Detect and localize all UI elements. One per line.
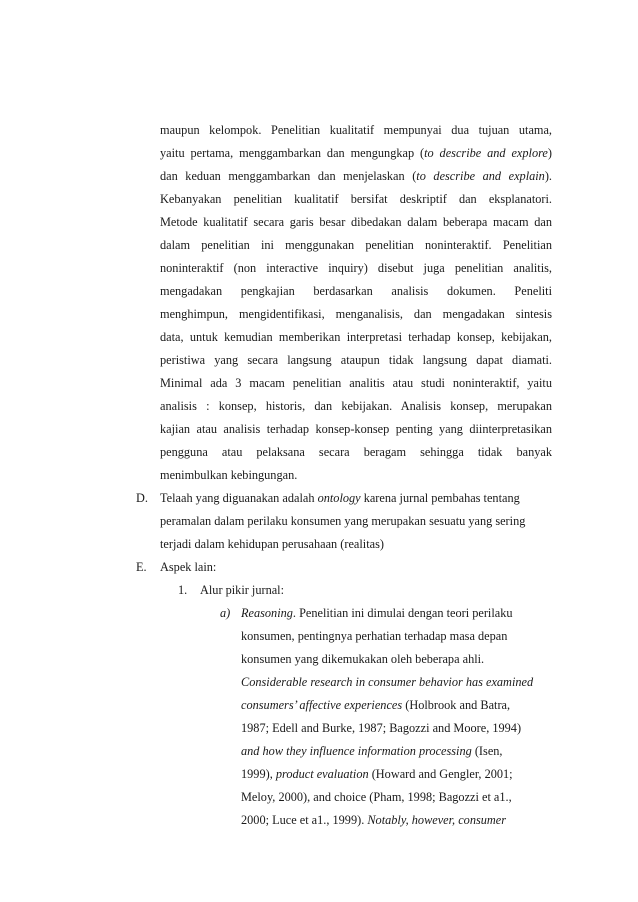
quote-line: 1987; Edell and Burke, 1987; Bagozzi and Moore, 1994) bbox=[241, 721, 522, 735]
item-1-label: Alur pikir jurnal: bbox=[200, 583, 285, 597]
italic-term: Reasoning bbox=[241, 606, 293, 620]
item-1-marker: 1. bbox=[178, 583, 188, 597]
quote-line: Meloy, 2000), and choice (Pham, 1998; Bagozzi et a1., bbox=[241, 790, 512, 804]
section-d-line: peramalan dalam perilaku konsumen yang merupakan sesuatu yang sering bbox=[160, 514, 526, 528]
paragraph-line: maupun kelompok. Penelitian kualitatif mempunyai dua tujuan utama, bbox=[160, 123, 552, 137]
quote-line: Considerable research in consumer behavior has examined bbox=[241, 675, 534, 689]
paragraph-line: noninteraktif (non interactive inquiry) disebut juga penelitian analitis, bbox=[160, 261, 552, 275]
paragraph-line: mengadakan pengkajian berdasarkan analisis dokumen. Peneliti bbox=[160, 284, 552, 298]
paragraph-line: data, untuk kemudian memberikan interpretasi terhadap konsep, kebijakan, bbox=[160, 330, 552, 344]
paragraph-line: menimbulkan kebingungan. bbox=[160, 468, 298, 482]
paragraph-line: menghimpun, mengidentifikasi, menganalisis, dan mengadakan sintesis bbox=[160, 307, 552, 321]
paragraph-line: dalam penelitian ini menggunakan penelitian noninteraktif. Penelitian bbox=[160, 238, 552, 252]
italic-term: ontology bbox=[317, 491, 361, 505]
paragraph-line: pengguna atau pelaksana secara beragam sehingga tidak banyak bbox=[160, 445, 552, 459]
quote-line: 1999), product evaluation (Howard and Gengler, 2001; bbox=[241, 767, 513, 781]
sub-a-marker: a) bbox=[220, 606, 231, 620]
sub-a-line: konsumen yang dikemukakan oleh beberapa ahli. bbox=[241, 652, 485, 666]
paragraph-line: analisis : konsep, historis, dan kebijakan. Analisis konsep, merupakan bbox=[160, 399, 552, 413]
paragraph-line: yaitu pertama, menggambarkan dan mengungkap (to describe and explore) bbox=[160, 146, 552, 160]
paragraph-line: Kebanyakan penelitian kualitatif bersifat deskriptif dan eksplanatori. bbox=[160, 192, 552, 206]
sub-a-line: konsumen, pentingnya perhatian terhadap masa depan bbox=[241, 629, 508, 643]
paragraph-line: Minimal ada 3 macam penelitian analitis atau studi noninteraktif, yaitu bbox=[160, 376, 552, 390]
paragraph-line: dan keduan menggambarkan dan menjelaskan (to describe and explain). bbox=[160, 169, 552, 183]
section-e-heading: Aspek lain: bbox=[160, 560, 217, 574]
sub-a-line: Reasoning. Penelitian ini dimulai dengan teori perilaku bbox=[241, 606, 513, 620]
italic-phrase: to describe and explore bbox=[424, 146, 548, 160]
quote-line: consumers’ affective experiences (Holbrook and Batra, bbox=[241, 698, 511, 712]
section-d-line: terjadi dalam kehidupan perusahaan (realitas) bbox=[160, 537, 384, 551]
paragraph-line: peristiwa yang secara langsung ataupun tidak langsung dapat diamati. bbox=[160, 353, 552, 367]
section-d-marker: D. bbox=[136, 491, 148, 505]
italic-phrase: to describe and explain bbox=[416, 169, 545, 183]
quote-line: 2000; Luce et a1., 1999). Notably, however, consumer bbox=[241, 813, 507, 827]
section-e-marker: E. bbox=[136, 560, 147, 574]
paragraph-line: kajian atau analisis terhadap konsep-konsep penting yang diinterpretasikan bbox=[160, 422, 552, 436]
section-d-line: Telaah yang diguanakan adalah ontology karena jurnal pembahas tentang bbox=[160, 491, 520, 505]
paragraph-line: Metode kualitatif secara garis besar dibedakan dalam beberapa macam dan bbox=[160, 215, 552, 229]
quote-line: and how they influence information processing (Isen, bbox=[241, 744, 503, 758]
